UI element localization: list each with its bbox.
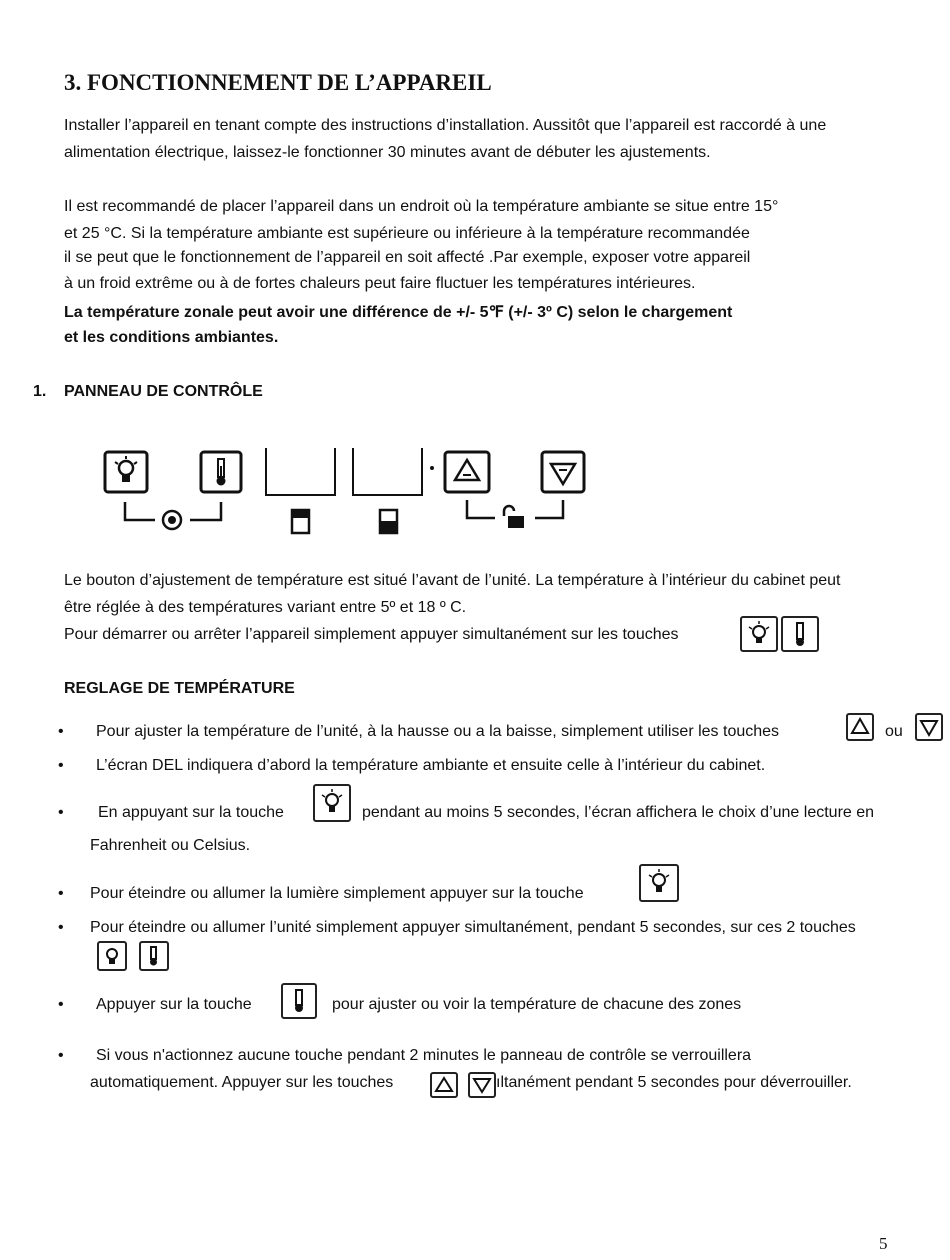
down-arrow-icon[interactable] [542,452,584,492]
bullet-7-line-1: Si vous n'actionnez aucune touche pendant 2 minutes le panneau de contrôle se verrouillera [96,1047,752,1064]
ambient-bold-1: La température zonale peut avoir une différence de +/- 5℉ (+/- 3º C) selon le chargement [64,304,733,321]
adjust-line-3: Pour démarrer ou arrêter l’appareil simplement appuyer simultanément sur les touches [64,626,679,643]
bullet-2-text: L’écran DEL indiquera d’abord la température ambiante et ensuite celle à l’intérieur du cabinet. [96,757,766,774]
thermometer-icon[interactable] [139,941,169,971]
light-icon[interactable] [740,616,778,652]
bullet-4-text: Pour éteindre ou allumer la lumière simplement appuyer sur la touche [90,885,584,902]
section-title: 3. FONCTIONNEMENT DE L’APPAREIL [64,70,492,95]
bullet-7-pre: automatiquement. Appuyer sur les touches [90,1074,394,1091]
power-icon [163,511,181,529]
bullet: • [58,1047,64,1064]
page-number: 5 [879,1234,888,1253]
up-arrow-icon[interactable] [430,1072,458,1098]
bullet-3-line-2: Fahrenheit ou Celsius. [90,837,251,854]
up-arrow-icon[interactable] [846,713,874,741]
bullet: • [58,996,64,1013]
thermometer-icon[interactable] [281,983,317,1019]
down-arrow-icon[interactable] [468,1072,496,1098]
adjust-line-1: Le bouton d’ajustement de température est situé l’avant de l’unité. La température à l’intérieur du cabinet peut [64,572,841,589]
intro-line-1: Installer l’appareil en tenant compte des instructions d’installation. Aussitôt que l’appareil est raccordé à une [64,117,827,134]
bullet: • [58,919,64,936]
light-icon[interactable] [105,452,147,492]
bullet: • [58,757,64,774]
upper-zone-icon [292,510,309,533]
control-panel-title: PANNEAU DE CONTRÔLE [64,383,263,400]
reglage-title: REGLAGE DE TEMPÉRATURE [64,680,295,697]
ambient-line-2: et 25 °C. Si la température ambiante est supérieure ou inférieure à la température recommandée [64,225,750,242]
bullet-3-post: pendant au moins 5 secondes, l’écran affichera le choix d’une lecture en [362,804,875,821]
bullet-6-pre: Appuyer sur la touche [96,996,252,1013]
bullet-5-text: Pour éteindre ou allumer l’unité simplement appuyer simultanément, pendant 5 secondes, sur ces 2 touches [90,919,856,936]
ambient-line-4: à un froid extrême ou à de fortes chaleurs peut faire fluctuer les températures intérieures. [64,275,696,292]
adjust-line-2: être réglée à des températures variant entre 5º et 18 º C. [64,599,467,616]
ambient-bold-2: et les conditions ambiantes. [64,329,279,346]
bullet: • [58,804,64,821]
control-panel-number: 1. [33,383,47,400]
control-panel-diagram [95,440,595,540]
down-arrow-icon[interactable] [915,713,943,741]
bullet: • [58,885,64,902]
bullet-6-post: pour ajuster ou voir la température de chacune des zones [332,996,742,1013]
bullet-3-pre: En appuyant sur la touche [98,804,284,821]
bullet: • [58,723,64,740]
light-icon[interactable] [97,941,127,971]
intro-line-2: alimentation électrique, laissez-le fonctionner 30 minutes avant de débuter les ajustements. [64,144,711,161]
light-icon[interactable] [639,864,679,902]
lock-icon [504,506,524,528]
up-arrow-icon[interactable] [445,452,489,492]
ambient-line-3: il se peut que le fonctionnement de l’appareil en soit affecté .Par exemple, exposer votre appareil [64,249,751,266]
bullet-7-post: ıltanément pendant 5 secondes pour déverrouiller. [496,1074,852,1091]
thermometer-icon[interactable] [201,452,241,492]
bullet-1-text: Pour ajuster la température de l’unité, à la hausse ou a la baisse, simplement utiliser les touches [96,723,780,740]
ambient-line-1: Il est recommandé de placer l’appareil dans un endroit où la température ambiante se situe entre 15° [64,198,779,215]
thermometer-icon[interactable] [781,616,819,652]
light-icon[interactable] [313,784,351,822]
bullet-1-or: ou [885,723,903,740]
lower-zone-icon [380,510,397,533]
